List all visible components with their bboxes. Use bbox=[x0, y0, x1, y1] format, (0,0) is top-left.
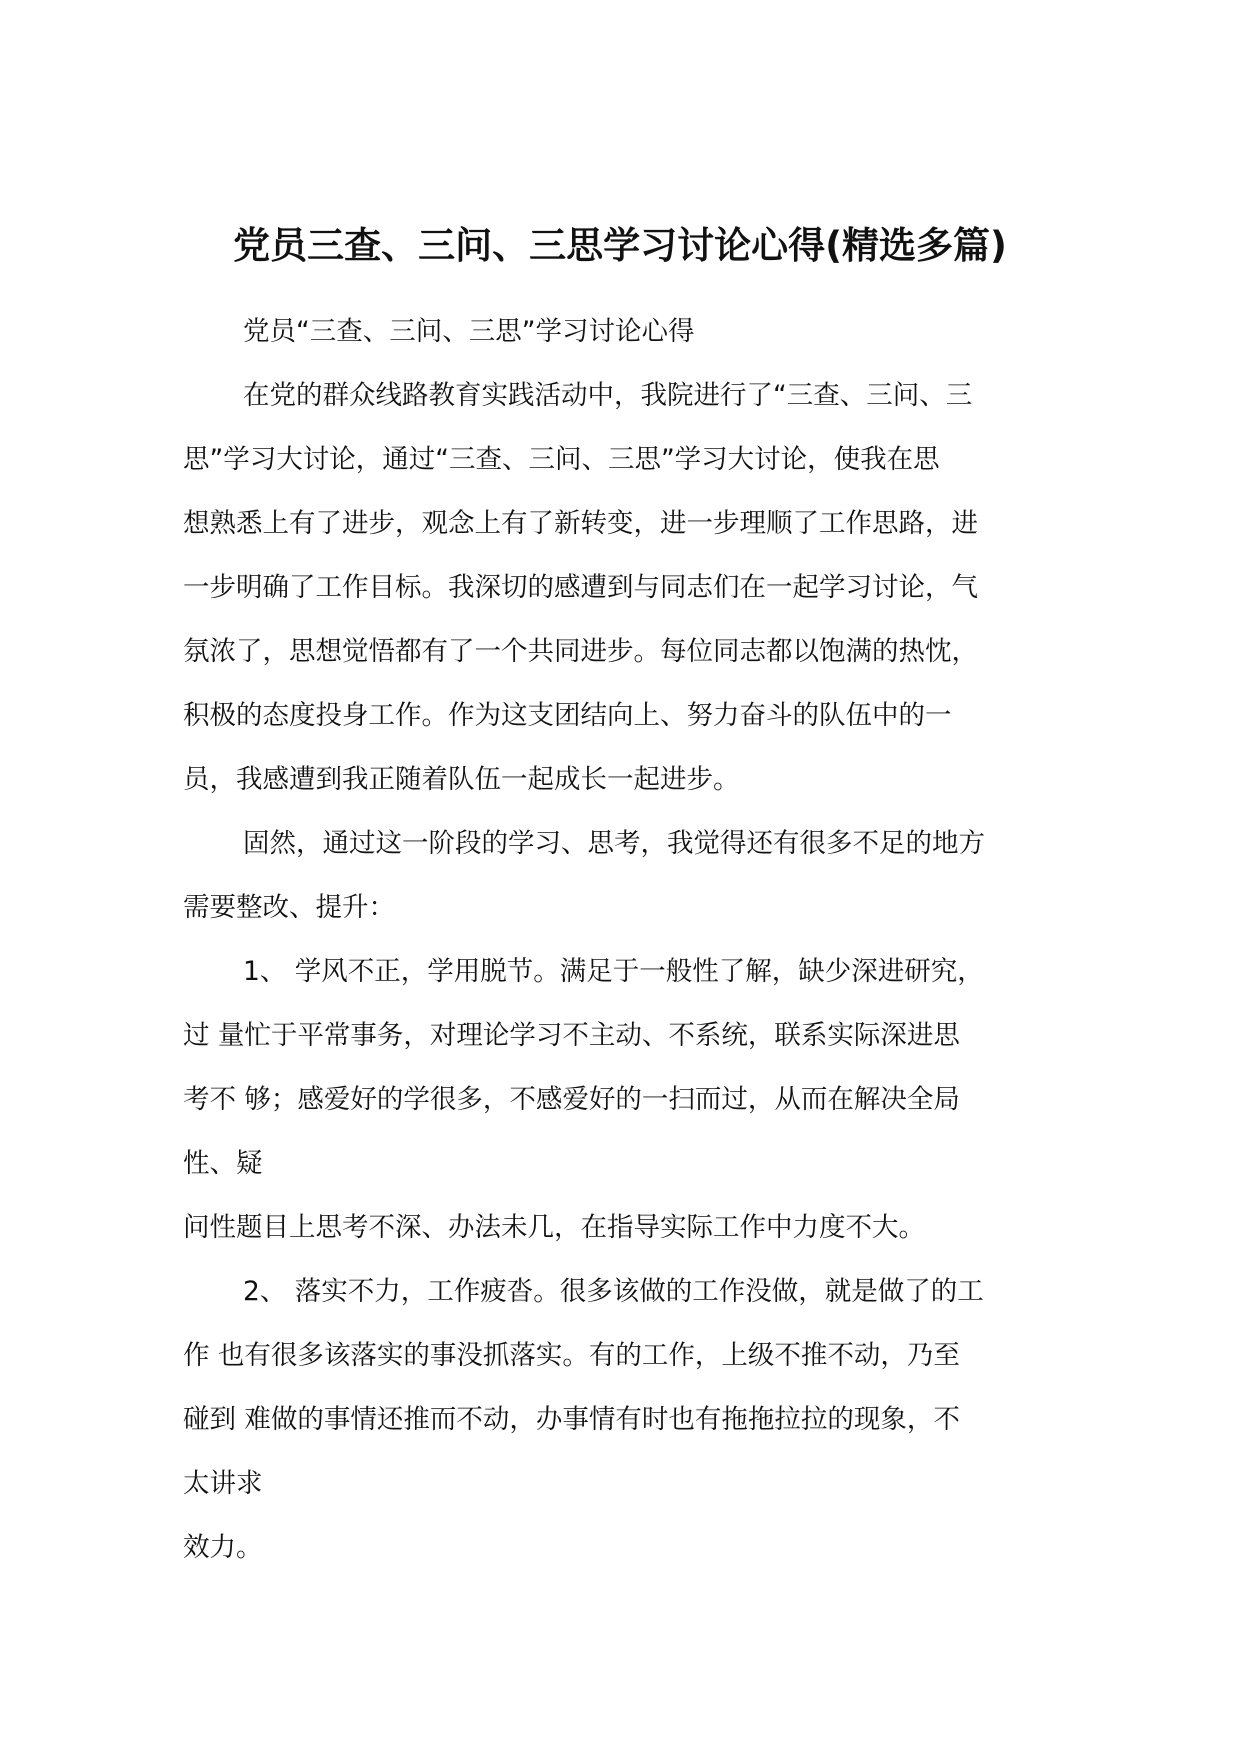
paragraph-line: 1、 学风不正，学用脱节。满足于一般性了解，缺少深进研究， bbox=[243, 956, 984, 987]
paragraph-line: 员，我感遭到我正随着队伍一起成长一起进步。 bbox=[183, 764, 740, 795]
paragraph-2 bbox=[183, 812, 1063, 940]
paragraph-line: 效力。 bbox=[183, 1532, 263, 1563]
document-title: 党员三查、三问、三思学习讨论心得(精选多篇) bbox=[233, 224, 1007, 267]
paragraph-line: 性、疑 bbox=[183, 1148, 263, 1179]
paragraph-line: 在党的群众线路教育实践活动中，我院进行了“三查、三问、三 bbox=[243, 380, 973, 411]
document-subtitle: 党员“三查、三问、三思”学习讨论心得 bbox=[243, 316, 695, 347]
paragraph-line: 氛浓了，思想觉悟都有了一个共同进步。每位同志都以饱满的热忱， bbox=[183, 636, 978, 667]
paragraph-line: 太讲求 bbox=[183, 1468, 263, 1499]
paragraph-line: 问性题目上思考不深、办法未几，在指导实际工作中力度不大。 bbox=[183, 1212, 925, 1243]
paragraph-line: 固然，通过这一阶段的学习、思考，我觉得还有很多不足的地方 bbox=[243, 828, 985, 859]
paragraph-line: 积极的态度投身工作。作为这支团结向上、努力奋斗的队伍中的一 bbox=[183, 700, 952, 731]
paragraph-line: 想熟悉上有了进步，观念上有了新转变，进一步理顺了工作思路，进 bbox=[183, 508, 978, 539]
list-item-1 bbox=[183, 940, 1063, 1260]
paragraph-line: 作 也有很多该落实的事没抓落实。有的工作，上级不推不动，乃至 bbox=[183, 1340, 960, 1371]
document-body bbox=[183, 300, 1063, 1580]
paragraph-line: 思”学习大讨论，通过“三查、三问、三思”学习大讨论，使我在思 bbox=[183, 444, 940, 475]
paragraph-line: 碰到 难做的事情还推而不动，办事情有时也有拖拖拉拉的现象，不 bbox=[183, 1404, 960, 1435]
paragraph-line: 过 量忙于平常事务，对理论学习不主动、不系统，联系实际深进思 bbox=[183, 1020, 960, 1051]
paragraph-1 bbox=[183, 364, 1063, 812]
paragraph-line: 考不 够；感爱好的学很多，不感爱好的一扫而过，从而在解决全局 bbox=[183, 1084, 960, 1115]
paragraph-line: 2、 落实不力，工作疲沓。很多该做的工作没做，就是做了的工 bbox=[243, 1276, 984, 1307]
paragraph-line: 一步明确了工作目标。我深切的感遭到与同志们在一起学习讨论，气 bbox=[183, 572, 978, 603]
list-item-2 bbox=[183, 1260, 1063, 1580]
paragraph-line: 需要整改、提升： bbox=[183, 892, 395, 923]
